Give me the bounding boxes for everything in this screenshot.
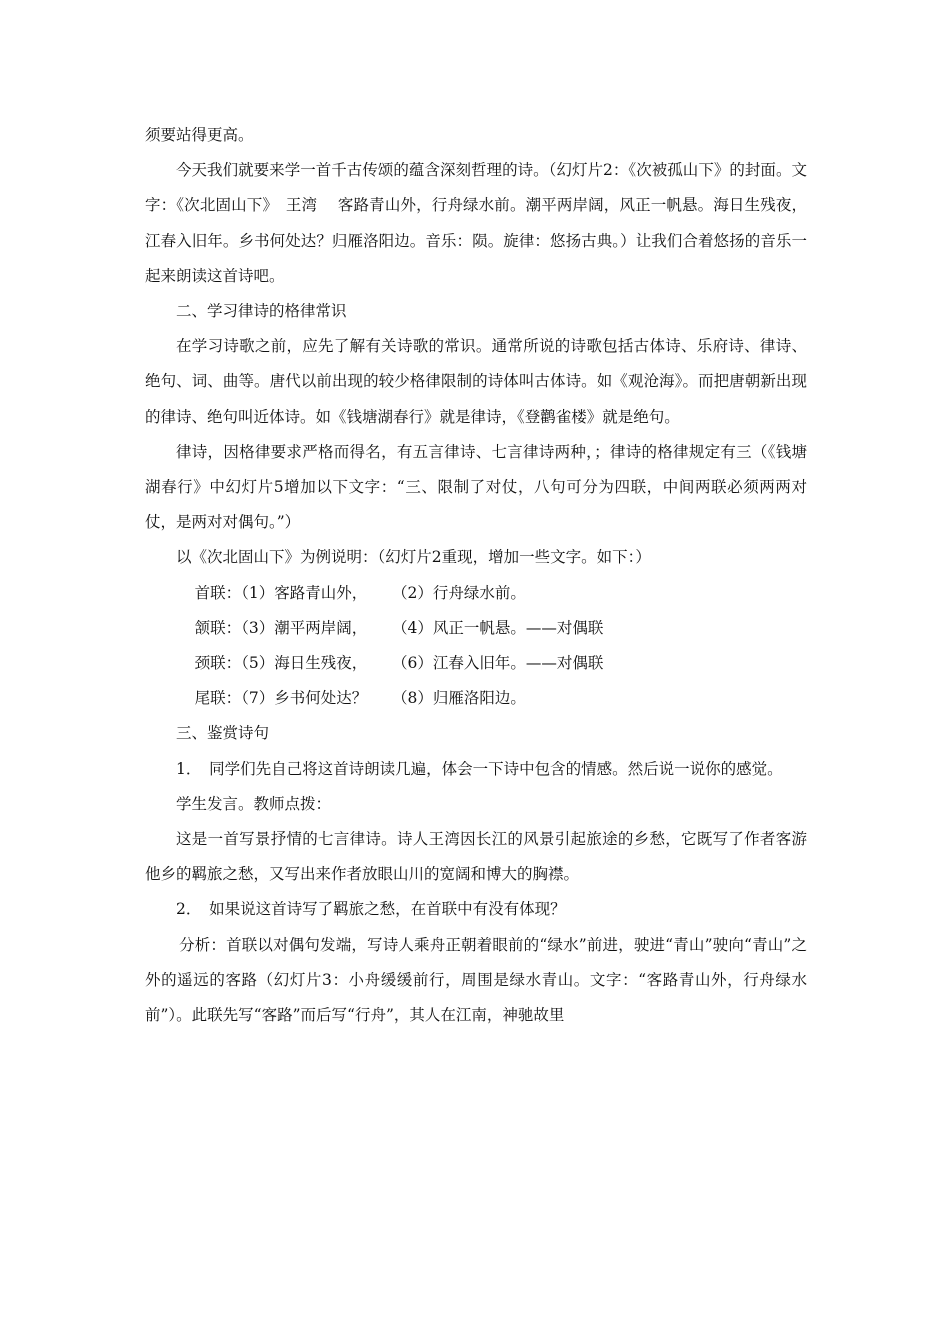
verse-note: ——对偶联: [525, 654, 604, 673]
verse-line-a: （3）潮平两岸阔，: [241, 618, 368, 637]
verse-line-a: （1）客路青山外，: [241, 583, 368, 602]
verse-line-b: （8）归雁洛阳边。: [392, 689, 526, 708]
verse-label: 首联：: [194, 583, 242, 602]
paragraph-regulated-verse: 律诗，因格律要求严格而得名，有五言律诗、七言律诗两种，；律诗的格律规定有三（《钱塘湖春行》中幻灯片5增加以下文字：“三、限制了对仗，八句可分为四联，中间两联必须两两对仗，是两对对偶句。”）: [145, 442, 807, 532]
verse-couplet-2: [145, 611, 807, 646]
verse-couplet-1: [145, 576, 807, 611]
verse-line-b: （4）风正一帆悬。: [392, 618, 526, 637]
verse-note: ——对偶联: [525, 618, 604, 637]
paragraph-poetry-knowledge: 在学习诗歌之前，应先了解有关诗歌的常识。通常所说的诗歌包括古体诗、乐府诗、律诗、绝句、词、曲等。唐代以前出现的较少格律限制的诗体叫古体诗。如《观沧海》。而把唐朝新出现的律诗、绝句叫近体诗。如《钱塘湖春行》就是律诗，《登鹳雀楼》就是绝句。: [145, 337, 807, 426]
verse-line-a: （7）乡书何处达？: [241, 689, 368, 708]
paragraph-intro-poem: 今天我们就要来学一首千古传颂的蕴含深刻哲理的诗。（幻灯片2：《次被孤山下》的封面。文字：《次北固山下》 王湾 客路青山外，行舟绿水前。潮平两岸阔，风正一帆悬。海日生残夜，江春入旧年。乡书何处达？归雁洛阳边。音乐：陨。旋律：悠扬古典。）让我们合着悠扬的音乐一起来朗读这首诗吧。: [145, 161, 807, 285]
verse-line-b: （2）行舟绿水前。: [392, 583, 526, 602]
section-heading-3: 三、鉴赏诗句: [176, 724, 270, 743]
verse-label: 颈联：: [194, 654, 242, 673]
verse-label: 尾联：: [194, 689, 242, 708]
section-heading-2: 二、学习律诗的格律常识: [176, 302, 347, 321]
verse-line-b: （6）江春入旧年。: [392, 654, 526, 673]
verse-label: 颔联：: [194, 618, 242, 637]
question-1: 1． 同学们先自己将这首诗朗读几遍，体会一下诗中包含的情感。然后说一说你的感觉。: [176, 759, 783, 778]
paragraph-example-intro: 以《次北固山下》为例说明：（幻灯片2重现，增加一些文字。如下：）: [176, 548, 651, 567]
question-1-answer: 这是一首写景抒情的七言律诗。诗人王湾因长江的风景引起旅途的乡愁，它既写了作者客游他乡的羁旅之愁，又写出来作者放眼山川的宽阔和博大的胸襟。: [145, 830, 807, 884]
verse-couplet-4: [145, 681, 807, 716]
question-2-answer: 分析：首联以对偶句发端，写诗人乘舟正朝着眼前的“绿水”前进，驶进“青山”驶向“青山”之外的遥远的客路（幻灯片3：小舟缓缓前行，周围是绿水青山。文字：“客路青山外，行舟绿水前”）。此联先写“客路”而后写“行舟”，其人在江南，神驰故里: [145, 935, 807, 1025]
paragraph-continuation: 须要站得更高。: [145, 126, 254, 144]
question-2: 2． 如果说这首诗写了羁旅之愁，在首联中有没有体现？: [176, 900, 566, 919]
document-body: [145, 118, 807, 1033]
verse-couplet-3: [145, 646, 807, 681]
verse-line-a: （5）海日生残夜，: [241, 654, 368, 673]
question-1-response-label: 学生发言。教师点拨：: [176, 794, 332, 813]
